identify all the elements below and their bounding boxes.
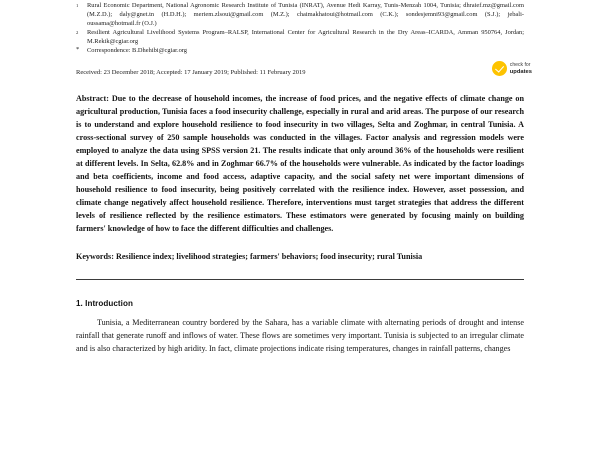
correspondence-item: [76, 46, 524, 55]
check-for-updates-line1: check for: [509, 62, 531, 69]
affiliation-text: Resilient Agricultural Livelihood Systems Program–RALSP, International Center for Agricultural Research in the Dry Areas–ICARDA, Amman 950764, Jordan; M.Rekik@cgiar.org: [87, 29, 524, 46]
correspondence-marker: *: [76, 46, 80, 54]
affiliation-marker: 1: [76, 3, 79, 8]
check-for-updates-badge[interactable]: [492, 61, 532, 76]
section-heading-introduction: 1. Introduction: [76, 299, 133, 309]
affiliation-item: [76, 28, 524, 46]
section-divider: [76, 279, 524, 280]
affiliation-text: Rural Economic Department, National Agronomic Research Institute of Tunisia (INRAT), Avenue Hedi Karray, Tunis-Menzah 1004, Tunisia; dhraief.mz@gmail.com (M.Z.D.); daly@gnet.tn (H.D.H.); meriem.zlsoui@gmail.com (M.Z.); chaimakhatoui@hotmail.com (C.K.); sondesjemni93@gmail.com (S.J.); jebali-oussama@hotmail.fr (O.J.): [87, 2, 524, 28]
keywords-block: [76, 251, 524, 264]
affiliation-marker: 2: [76, 30, 79, 36]
introduction-paragraph: Tunisia, a Mediterranean country bordered by the Sahara, has a variable climate with alternating periods of drought and intense rainfall that generate runoff and inflows of water. These flows are sometimes very important. Tunisia is subjected to an irregular climate and is also characterized by high aridity. In fact, climate projections indicate rising temperatures, changes in rainfall patterns, changes: [76, 318, 524, 354]
publication-dates-row: [76, 62, 532, 77]
publication-dates: Received: 23 December 2018; Accepted: 17 January 2019; Published: 11 February 2019: [76, 69, 306, 77]
abstract-text: Due to the decrease of household incomes, the increase of food prices, and the negative effects of climate change on agricultural production, Tunisia faces a food insecurity challenge, especially in rural and arid areas. The purpose of our research is to understand and explore household resilience to food insecurity in two villages, Selta and Zoghmar, in central Tunisia. A cross-sectional survey of 250 sample households was conducted in the villages. Factor analysis and regression models were employed to analyze the data using SPSS version 21. The results indicate that only around 36% of the households were resilient at different levels. In Selta, 62.8% and in Zoghmar 66.7% of the households were vulnerable. As indicated by the factor loadings and beta coefficients, income and food access, adaptive capacity, and the social safety net were important dimensions of household resilience to food insecurity, being positively correlated with the resilience index. However, asset possession, and climate change negatively affect household resilience. Therefore, interventions must target strategies that address the different levels of resilience reflected by the resilience estimators. These estimators were generated by focusing mainly on building farmers' knowledge of how to face the different difficulties and challenges.: [76, 94, 524, 233]
affiliation-item: [76, 1, 524, 28]
abstract-block: [76, 93, 524, 235]
affiliations-block: [76, 0, 524, 55]
correspondence-text: Correspondence: B.Dhehibi@cgiar.org: [87, 47, 187, 55]
keywords-label: Keywords:: [76, 251, 114, 261]
check-for-updates-label: [510, 62, 532, 75]
keywords-list: Resilience index; livelihood strategies; farmers' behaviors; food insecurity; rural Tunisia: [113, 251, 423, 261]
check-for-updates-line2: updates: [509, 68, 532, 75]
abstract-label: Abstract:: [76, 94, 109, 104]
checkmark-icon: [492, 61, 507, 76]
